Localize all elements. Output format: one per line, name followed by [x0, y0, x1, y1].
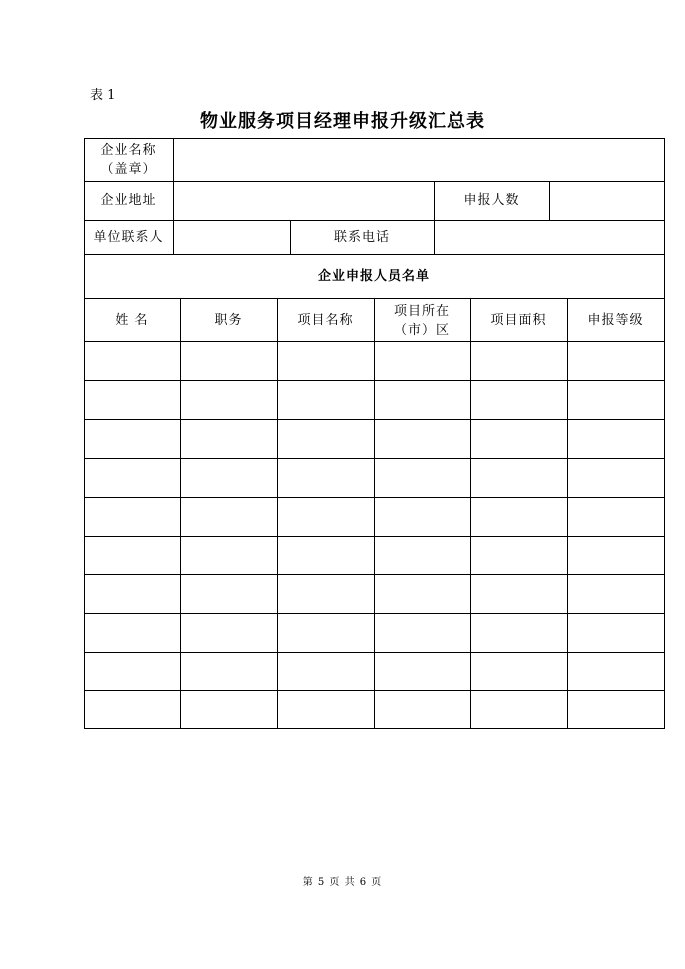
cell-project-area[interactable]	[471, 342, 567, 380]
cell-application-level[interactable]	[568, 575, 663, 613]
cell-name[interactable]	[85, 691, 180, 728]
page-number-footer: 第 5 页 共 6 页	[302, 877, 383, 888]
cell-application-level[interactable]	[568, 498, 663, 536]
cell-position[interactable]	[181, 498, 277, 536]
company-address-field[interactable]	[174, 182, 434, 220]
cell-project-district[interactable]	[375, 653, 470, 690]
cell-position[interactable]	[181, 691, 277, 728]
cell-position[interactable]	[181, 342, 277, 380]
cell-application-level[interactable]	[568, 653, 663, 690]
column-header-project-name: 项目名称	[297, 313, 354, 328]
cell-application-level[interactable]	[568, 691, 663, 728]
cell-project-district[interactable]	[375, 575, 470, 613]
cell-project-district[interactable]	[375, 342, 470, 380]
column-header-project-district-line1: 项目所在	[393, 304, 450, 319]
cell-project-name[interactable]	[278, 459, 374, 497]
cell-application-level[interactable]	[568, 342, 663, 380]
applicant-count-label: 申报人数	[463, 193, 520, 208]
cell-project-district[interactable]	[375, 420, 470, 458]
cell-project-name[interactable]	[278, 691, 374, 728]
cell-project-district[interactable]	[375, 498, 470, 536]
cell-project-area[interactable]	[471, 537, 567, 574]
document-title: 物业服务项目经理申报升级汇总表	[200, 111, 485, 132]
cell-project-area[interactable]	[471, 691, 567, 728]
cell-project-district[interactable]	[375, 459, 470, 497]
cell-project-name[interactable]	[278, 381, 374, 419]
applicant-list-title: 企业申报人员名单	[317, 269, 430, 284]
column-header-project-district-line2: （市）区	[393, 323, 450, 338]
cell-application-level[interactable]	[568, 420, 663, 458]
cell-name[interactable]	[85, 459, 180, 497]
cell-project-district[interactable]	[375, 614, 470, 652]
cell-project-district[interactable]	[375, 537, 470, 574]
cell-project-name[interactable]	[278, 498, 374, 536]
cell-position[interactable]	[181, 614, 277, 652]
cell-name[interactable]	[85, 614, 180, 652]
cell-name[interactable]	[85, 342, 180, 380]
cell-name[interactable]	[85, 381, 180, 419]
cell-application-level[interactable]	[568, 381, 663, 419]
cell-name[interactable]	[85, 498, 180, 536]
company-name-field[interactable]	[174, 139, 664, 181]
cell-project-area[interactable]	[471, 459, 567, 497]
cell-project-area[interactable]	[471, 614, 567, 652]
company-address-label: 企业地址	[100, 193, 157, 208]
column-header-position: 职务	[214, 313, 243, 328]
cell-project-area[interactable]	[471, 420, 567, 458]
cell-name[interactable]	[85, 537, 180, 574]
company-name-label	[84, 141, 173, 179]
cell-project-name[interactable]	[278, 342, 374, 380]
cell-name[interactable]	[85, 420, 180, 458]
cell-project-district[interactable]	[375, 381, 470, 419]
cell-position[interactable]	[181, 537, 277, 574]
cell-project-name[interactable]	[278, 420, 374, 458]
column-header-application-level: 申报等级	[587, 313, 644, 328]
cell-position[interactable]	[181, 381, 277, 419]
cell-project-area[interactable]	[471, 381, 567, 419]
applicant-count-field[interactable]	[550, 182, 664, 220]
cell-project-name[interactable]	[278, 537, 374, 574]
cell-project-district[interactable]	[375, 691, 470, 728]
company-name-label-line2: （盖章）	[100, 162, 157, 177]
cell-application-level[interactable]	[568, 614, 663, 652]
cell-position[interactable]	[181, 459, 277, 497]
cell-project-area[interactable]	[471, 498, 567, 536]
cell-application-level[interactable]	[568, 459, 663, 497]
column-header-project-area: 项目面积	[490, 313, 547, 328]
column-header-name: 姓 名	[115, 313, 149, 328]
cell-name[interactable]	[85, 653, 180, 690]
company-name-label-line1: 企业名称	[100, 143, 157, 158]
cell-application-level[interactable]	[568, 537, 663, 574]
cell-project-area[interactable]	[471, 575, 567, 613]
cell-project-area[interactable]	[471, 653, 567, 690]
column-header-project-district	[374, 302, 470, 340]
contact-phone-label: 联系电话	[333, 230, 390, 245]
cell-project-name[interactable]	[278, 575, 374, 613]
contact-person-field[interactable]	[174, 221, 290, 254]
cell-project-name[interactable]	[278, 614, 374, 652]
cell-project-name[interactable]	[278, 653, 374, 690]
table-number-label: 表 1	[90, 88, 116, 103]
cell-position[interactable]	[181, 575, 277, 613]
cell-position[interactable]	[181, 653, 277, 690]
cell-name[interactable]	[85, 575, 180, 613]
contact-phone-field[interactable]	[435, 221, 664, 254]
cell-position[interactable]	[181, 420, 277, 458]
contact-person-label: 单位联系人	[93, 230, 164, 245]
